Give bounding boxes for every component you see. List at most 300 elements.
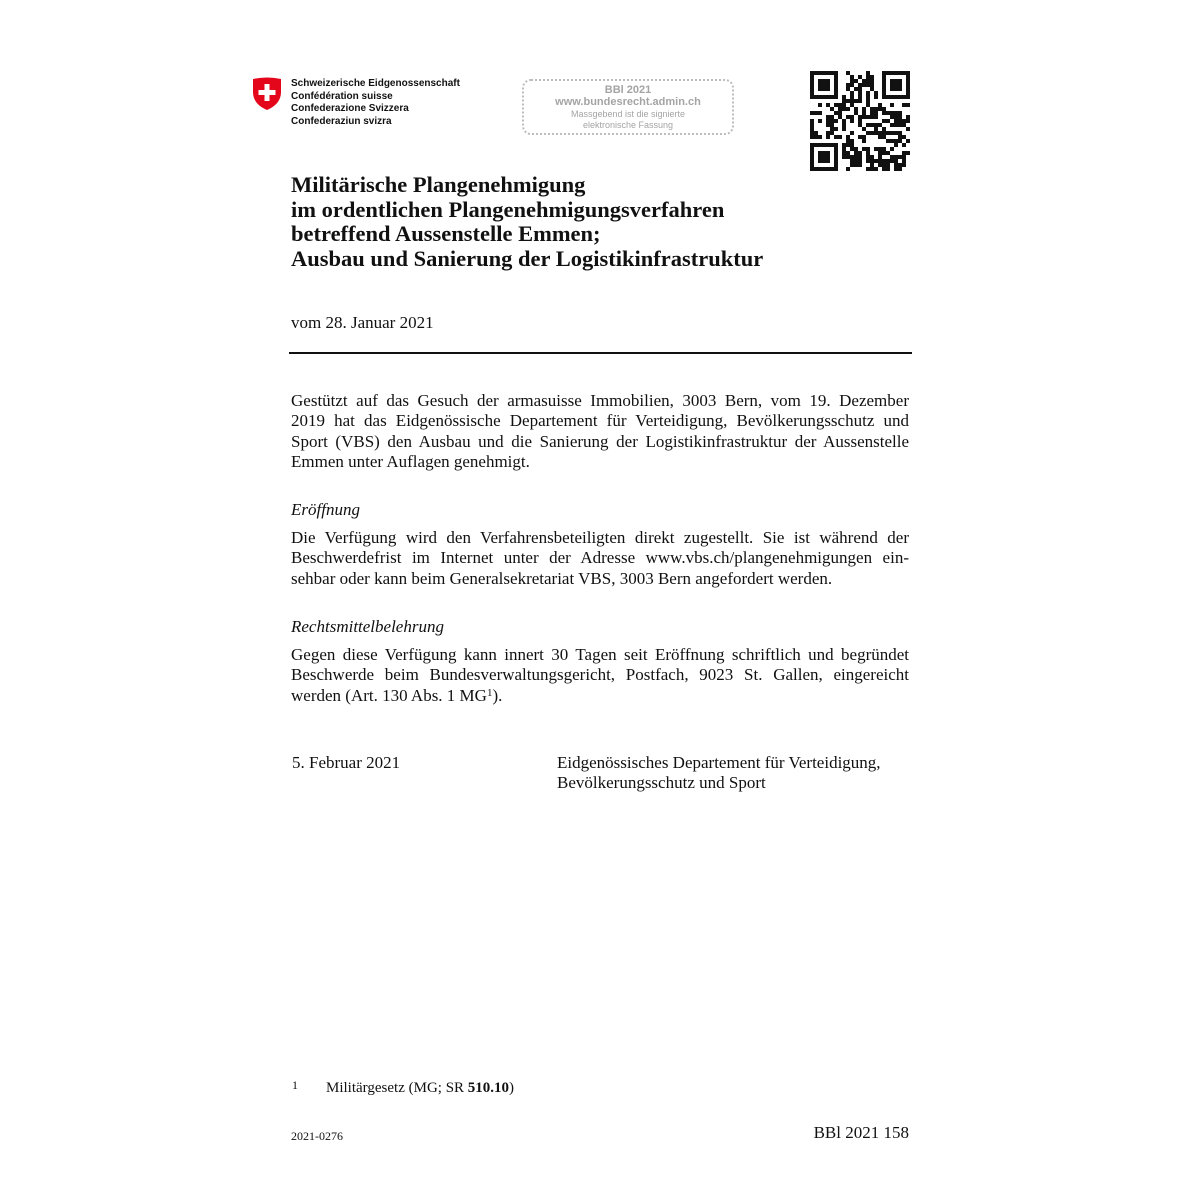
qr-module (866, 95, 870, 99)
qr-module (890, 103, 894, 107)
qr-module (822, 167, 826, 171)
qr-module (814, 71, 818, 75)
qr-module (870, 75, 874, 79)
qr-module (874, 91, 878, 95)
qr-module (822, 151, 826, 155)
qr-module (862, 83, 866, 87)
qr-module (818, 143, 822, 147)
qr-module (834, 91, 838, 95)
qr-module (822, 143, 826, 147)
qr-module (846, 143, 850, 147)
qr-module (898, 115, 902, 119)
qr-module (810, 79, 814, 83)
qr-module (858, 155, 862, 159)
qr-module (846, 99, 850, 103)
paragraph-line: Emmen unter Auflagen genehmigt. (291, 452, 530, 472)
qr-module (810, 155, 814, 159)
qr-module (898, 167, 902, 171)
opening-heading: Eröffnung (291, 500, 360, 519)
qr-module (902, 151, 906, 155)
qr-module (826, 115, 830, 119)
qr-module (866, 159, 870, 163)
qr-module (894, 87, 898, 91)
department-line: Eidgenössisches Departement für Verteidigung, (557, 753, 881, 772)
qr-module (818, 155, 822, 159)
paragraph-line: Beschwerde beim Bundesverwaltungsgericht, Postfach, 9023 St. Gallen, eingereicht (291, 665, 909, 685)
qr-module (858, 123, 862, 127)
qr-module (890, 71, 894, 75)
qr-module (898, 111, 902, 115)
qr-module (858, 159, 862, 163)
qr-module (906, 83, 910, 87)
qr-module (882, 111, 886, 115)
qr-module (834, 135, 838, 139)
qr-module (834, 79, 838, 83)
paragraph-line: Sport (VBS) den Ausbau und die Sanierung der Logistikinfrastruktur der Aussenstelle (291, 431, 909, 451)
title-line: Ausbau und Sanierung der Logistikinfrastruktur (291, 245, 764, 271)
stamp-line-4: elektronische Fassung (582, 120, 674, 130)
qr-code-icon (810, 71, 910, 171)
qr-module (894, 119, 898, 123)
qr-module (874, 107, 878, 111)
qr-module (882, 107, 886, 111)
qr-module (878, 163, 882, 167)
qr-module (894, 95, 898, 99)
qr-module (810, 147, 814, 151)
qr-module (878, 151, 882, 155)
qr-module (902, 119, 906, 123)
qr-module (858, 151, 862, 155)
qr-module (854, 111, 858, 115)
qr-module (854, 155, 858, 159)
qr-module (862, 147, 866, 151)
qr-module (846, 167, 850, 171)
qr-module (870, 79, 874, 83)
title-line: im ordentlichen Plangenehmigungsverfahren (291, 196, 725, 222)
qr-module (834, 151, 838, 155)
qr-module (862, 107, 866, 111)
qr-module (906, 91, 910, 95)
qr-module (834, 155, 838, 159)
qr-module (866, 155, 870, 159)
qr-module (878, 103, 882, 107)
qr-module (846, 115, 850, 119)
qr-module (890, 83, 894, 87)
qr-module (898, 119, 902, 123)
qr-module (882, 79, 886, 83)
qr-module (882, 163, 886, 167)
qr-module (894, 163, 898, 167)
qr-module (854, 99, 858, 103)
qr-module (826, 87, 830, 91)
qr-module (882, 131, 886, 135)
remedy-heading: Rechtsmittelbelehrung (291, 617, 444, 636)
qr-module (902, 155, 906, 159)
qr-module (826, 151, 830, 155)
document-date: vom 28. Januar 2021 (291, 313, 434, 332)
qr-module (814, 95, 818, 99)
qr-module (894, 139, 898, 143)
qr-module (858, 135, 862, 139)
qr-module (842, 119, 846, 123)
qr-module (878, 131, 882, 135)
qr-module (890, 115, 894, 119)
remedy-last-line: werden (Art. 130 Abs. 1 MG (291, 685, 487, 705)
signature-department (557, 753, 881, 794)
qr-module (902, 71, 906, 75)
qr-module (834, 95, 838, 99)
qr-module (870, 131, 874, 135)
qr-module (878, 159, 882, 163)
qr-module (850, 99, 854, 103)
qr-module (898, 123, 902, 127)
qr-module (826, 79, 830, 83)
qr-module (898, 71, 902, 75)
qr-module (858, 99, 862, 103)
qr-module (846, 155, 850, 159)
title-line: Militärische Plangenehmigung (291, 172, 586, 197)
qr-module (826, 155, 830, 159)
qr-module (890, 87, 894, 91)
qr-module (894, 115, 898, 119)
qr-module (834, 143, 838, 147)
qr-module (866, 91, 870, 95)
footnote-reference[interactable]: 1 (486, 686, 493, 699)
qr-module (814, 131, 818, 135)
footnote-text (326, 1079, 514, 1097)
qr-module (822, 83, 826, 87)
qr-module (810, 87, 814, 91)
qr-module (846, 71, 850, 75)
qr-module (830, 143, 834, 147)
qr-module (898, 79, 902, 83)
qr-module (810, 119, 814, 123)
qr-module (810, 91, 814, 95)
qr-module (850, 139, 854, 143)
qr-module (826, 123, 830, 127)
qr-module (866, 131, 870, 135)
qr-module (898, 87, 902, 91)
stamp-line-2: www.bundesrecht.admin.ch (555, 96, 701, 108)
qr-module (902, 163, 906, 167)
qr-module (814, 135, 818, 139)
qr-module (818, 83, 822, 87)
qr-module (882, 119, 886, 123)
qr-module (826, 131, 830, 135)
qr-module (862, 115, 866, 119)
qr-module (810, 111, 814, 115)
qr-module (818, 111, 822, 115)
qr-module (810, 135, 814, 139)
qr-module (850, 83, 854, 87)
qr-module (866, 123, 870, 127)
qr-module (858, 83, 862, 87)
qr-module (894, 83, 898, 87)
stamp-line-1: BBl 2021 (604, 84, 652, 96)
qr-module (902, 135, 906, 139)
qr-module (834, 83, 838, 87)
qr-module (834, 87, 838, 91)
qr-module (894, 79, 898, 83)
paragraph-line: Gestützt auf das Gesuch der armasuisse Immobilien, 3003 Bern, vom 19. Dezember (291, 391, 909, 410)
qr-module (894, 167, 898, 171)
qr-module (906, 79, 910, 83)
qr-module (822, 155, 826, 159)
qr-module (818, 79, 822, 83)
paragraph-line: Die Verfügung wird den Verfahrensbeteiligten direkt zugestellt. Sie ist während der (291, 528, 909, 547)
qr-module (850, 119, 854, 123)
qr-module (890, 139, 894, 143)
document-title (291, 173, 931, 271)
qr-module (834, 159, 838, 163)
qr-module (906, 71, 910, 75)
qr-module (858, 75, 862, 79)
paragraph-line: Beschwerdefrist im Internet unter der Adresse www.vbs.ch/plangenehmigungen ein- (291, 548, 909, 568)
qr-module (866, 71, 870, 75)
qr-module (810, 75, 814, 79)
swiss-cross-shield-icon (252, 77, 282, 111)
qr-module (862, 127, 866, 131)
paragraph-line: 2019 hat das Eidgenössische Departement für Verteidigung, Bevölkerungsschutz und (291, 411, 909, 431)
signature-date: 5. Februar 2021 (292, 753, 401, 772)
qr-module (846, 139, 850, 143)
remedy-paragraph (291, 645, 909, 706)
qr-module (850, 147, 854, 151)
qr-module (822, 95, 826, 99)
qr-module (870, 115, 874, 119)
qr-module (818, 71, 822, 75)
qr-module (850, 79, 854, 83)
qr-module (890, 147, 894, 151)
qr-module (826, 159, 830, 163)
qr-module (862, 135, 866, 139)
qr-module (834, 119, 838, 123)
qr-module (902, 95, 906, 99)
qr-module (870, 163, 874, 167)
qr-module (886, 131, 890, 135)
qr-module (834, 167, 838, 171)
qr-module (882, 83, 886, 87)
qr-module (830, 95, 834, 99)
qr-module (830, 123, 834, 127)
qr-module (890, 123, 894, 127)
qr-module (826, 119, 830, 123)
qr-module (894, 155, 898, 159)
qr-module (878, 147, 882, 151)
stamp-line-3: Massgebend ist die signierte (570, 109, 686, 119)
qr-module (850, 91, 854, 95)
qr-module (818, 95, 822, 99)
qr-module (826, 83, 830, 87)
qr-module (906, 115, 910, 119)
qr-module (890, 155, 894, 159)
qr-module (894, 143, 898, 147)
qr-module (906, 75, 910, 79)
qr-module (862, 139, 866, 143)
qr-module (870, 167, 874, 171)
qr-module (850, 95, 854, 99)
qr-module (898, 135, 902, 139)
qr-module (898, 95, 902, 99)
qr-module (898, 131, 902, 135)
qr-module (886, 167, 890, 171)
qr-module (878, 155, 882, 159)
qr-module (826, 95, 830, 99)
qr-module (878, 123, 882, 127)
qr-module (826, 103, 830, 107)
qr-module (830, 167, 834, 171)
qr-module (898, 139, 902, 143)
qr-module (850, 103, 854, 107)
paragraph-line: Gegen diese Verfügung kann innert 30 Tagen seit Eröffnung schriftlich und begründet (291, 645, 909, 664)
qr-module (810, 163, 814, 167)
qr-module (886, 139, 890, 143)
qr-module (882, 167, 886, 171)
qr-module (854, 147, 858, 151)
qr-module (826, 71, 830, 75)
qr-module (814, 111, 818, 115)
confederation-name-rm: Confederaziun svizra (291, 115, 392, 127)
qr-module (882, 151, 886, 155)
qr-module (870, 111, 874, 115)
qr-module (886, 95, 890, 99)
qr-module (850, 115, 854, 119)
confederation-name-it: Confederazione Svizzera (291, 103, 409, 114)
qr-module (882, 95, 886, 99)
qr-module (818, 119, 822, 123)
qr-module (842, 127, 846, 131)
qr-module (906, 95, 910, 99)
qr-module (862, 79, 866, 83)
qr-module (874, 115, 878, 119)
qr-module (858, 119, 862, 123)
title-line: betreffend Aussenstelle Emmen; (291, 221, 601, 246)
qr-module (858, 95, 862, 99)
qr-module (886, 163, 890, 167)
qr-module (834, 127, 838, 131)
qr-module (882, 147, 886, 151)
qr-module (906, 127, 910, 131)
qr-module (834, 103, 838, 107)
qr-module (826, 135, 830, 139)
qr-module (890, 95, 894, 99)
qr-module (878, 135, 882, 139)
qr-module (894, 123, 898, 127)
qr-module (890, 131, 894, 135)
qr-module (906, 151, 910, 155)
qr-module (818, 87, 822, 91)
qr-module (838, 111, 842, 115)
qr-module (850, 159, 854, 163)
qr-module (894, 159, 898, 163)
qr-module (810, 143, 814, 147)
qr-module (898, 83, 902, 87)
qr-module (830, 71, 834, 75)
qr-module (858, 87, 862, 91)
qr-module (838, 103, 842, 107)
qr-module (878, 107, 882, 111)
qr-module (846, 107, 850, 111)
qr-module (838, 135, 842, 139)
qr-module (810, 151, 814, 155)
footnote-number: 1 (292, 1078, 298, 1092)
qr-module (866, 83, 870, 87)
qr-module (842, 95, 846, 99)
title-divider (289, 352, 912, 354)
qr-module (870, 159, 874, 163)
qr-module (894, 131, 898, 135)
qr-module (822, 87, 826, 91)
qr-module (854, 163, 858, 167)
qr-module (846, 151, 850, 155)
qr-module (834, 71, 838, 75)
qr-module (810, 131, 814, 135)
qr-module (894, 111, 898, 115)
paragraph-line (291, 686, 909, 706)
qr-module (854, 79, 858, 83)
footnote-sr-number: 510.10 (467, 1080, 510, 1096)
qr-module (866, 151, 870, 155)
qr-module (882, 91, 886, 95)
qr-module (818, 159, 822, 163)
qr-module (818, 135, 822, 139)
qr-module (874, 131, 878, 135)
qr-module (870, 83, 874, 87)
qr-module (882, 75, 886, 79)
qr-module (810, 159, 814, 163)
qr-module (874, 95, 878, 99)
qr-module (882, 135, 886, 139)
intro-paragraph (291, 391, 909, 473)
qr-module (898, 155, 902, 159)
qr-module (850, 131, 854, 135)
qr-module (866, 167, 870, 171)
qr-module (866, 79, 870, 83)
qr-module (902, 143, 906, 147)
department-line: Bevölkerungsschutz und Sport (557, 773, 766, 793)
qr-module (854, 107, 858, 111)
signature-stamp (522, 79, 734, 135)
qr-module (858, 115, 862, 119)
qr-module (882, 159, 886, 163)
remedy-last-line-end: ). (492, 685, 503, 705)
qr-module (874, 123, 878, 127)
qr-module (874, 159, 878, 163)
qr-module (810, 71, 814, 75)
qr-module (818, 103, 822, 107)
qr-module (810, 95, 814, 99)
qr-module (854, 151, 858, 155)
qr-module (834, 111, 838, 115)
qr-module (882, 87, 886, 91)
qr-module (814, 143, 818, 147)
qr-module (874, 147, 878, 151)
qr-module (870, 87, 874, 91)
qr-module (850, 155, 854, 159)
qr-module (906, 103, 910, 107)
qr-module (886, 119, 890, 123)
qr-module (854, 87, 858, 91)
qr-module (850, 75, 854, 79)
qr-module (874, 111, 878, 115)
qr-module (830, 131, 834, 135)
qr-module (850, 163, 854, 167)
qr-module (874, 127, 878, 131)
qr-module (838, 107, 842, 111)
qr-module (886, 71, 890, 75)
qr-module (810, 83, 814, 87)
qr-module (830, 119, 834, 123)
